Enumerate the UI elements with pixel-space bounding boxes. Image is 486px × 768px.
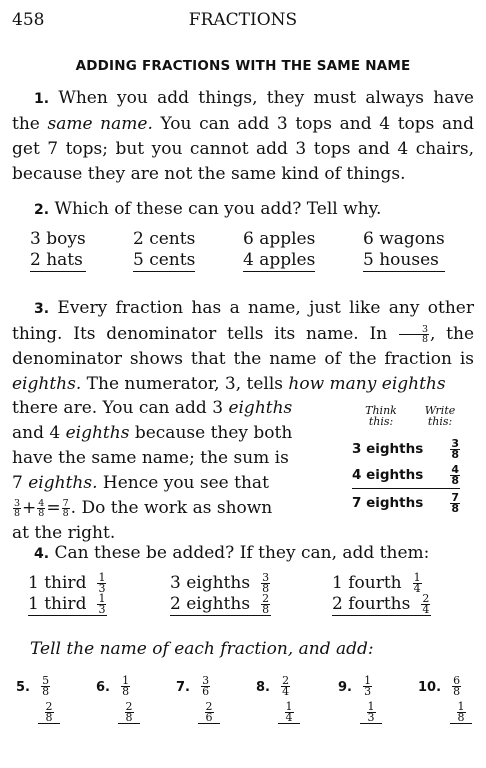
problem-number: 4. <box>34 546 50 562</box>
denominator: 8 <box>451 447 459 461</box>
pair-top: 6 wagons <box>363 229 445 249</box>
fraction <box>363 676 372 697</box>
denominator: 8 <box>453 685 461 698</box>
denominator: 8 <box>451 473 459 487</box>
numerator: 1 <box>364 674 372 687</box>
problem-number: 3. <box>34 301 50 317</box>
numerator: 2 <box>125 700 133 713</box>
problem-number: 1. <box>34 91 50 107</box>
p3-line: because they both <box>134 423 293 443</box>
fraction <box>285 702 294 723</box>
p3-line: at the right. <box>12 523 116 543</box>
think-row <box>352 462 460 489</box>
fraction <box>281 676 290 697</box>
exercise-number: 8. <box>256 680 270 695</box>
paragraph-3-body: there are. You can add 3 eighths and 4 eighths because they both have the same name; the sum is 7 eighths. Hence you see that $\frac{3}{8}$ + $\frac{4}{8}$ = $\frac{7}{8}$ . Do the work as shown at the right. <box>12 396 317 546</box>
p1-text-a: When you add things, they must always have the <box>12 88 474 134</box>
fraction <box>45 702 54 723</box>
denominator: 8 <box>125 711 133 724</box>
pair-top: 3 boys <box>30 229 86 249</box>
fraction <box>421 594 430 615</box>
fraction <box>261 594 270 615</box>
fraction <box>457 702 466 723</box>
fraction <box>450 436 460 461</box>
numerator: 2 <box>262 592 270 605</box>
paragraph-4 <box>12 541 474 567</box>
row-label: 7 eighths <box>352 495 424 511</box>
numerator: 3 <box>202 674 210 687</box>
denominator: 4 <box>422 603 430 616</box>
row-label: 4 eighths <box>352 467 424 483</box>
exercise-number: 6. <box>96 680 110 695</box>
denominator: 3 <box>364 685 372 698</box>
fraction <box>413 573 422 594</box>
p3-emphasis: eighths. <box>28 473 98 493</box>
fraction-pair-2 <box>170 573 271 616</box>
denominator: 8 <box>62 508 69 519</box>
pair-bottom: 5 cents <box>133 250 196 270</box>
numerator: 4 <box>451 462 459 476</box>
denominator: 4 <box>282 685 290 698</box>
fraction <box>399 325 429 344</box>
exercise-10 <box>418 674 465 724</box>
fraction <box>13 499 21 518</box>
fraction <box>37 499 45 518</box>
exercise-8 <box>256 674 293 724</box>
pair-top: 6 apples <box>243 229 316 249</box>
row-label: 3 eighths <box>352 441 424 457</box>
pair-top: 3 eighths <box>170 573 251 593</box>
paragraph-3-intro <box>12 296 474 397</box>
numerator: 5 <box>42 674 50 687</box>
fraction <box>97 594 106 615</box>
denominator: 4 <box>413 582 421 595</box>
exercise-9 <box>338 674 375 724</box>
denominator: 8 <box>38 508 45 519</box>
exercise-6 <box>96 674 133 724</box>
pair-top: 1 third <box>28 573 87 593</box>
denominator: 8 <box>451 501 459 515</box>
pair-top: 1 fourth <box>332 573 402 593</box>
pair-top: 2 cents <box>133 229 196 249</box>
think-row <box>352 436 460 462</box>
numerator: 3 <box>451 436 459 450</box>
p3-line: 7 <box>12 473 23 493</box>
think-label: Think this: <box>365 404 397 428</box>
numerator: 1 <box>122 674 130 687</box>
p3-line: Hence you see that <box>102 473 269 493</box>
pair-bottom: 4 apples <box>243 250 316 270</box>
denominator: 3 <box>367 711 375 724</box>
denominator: 8 <box>14 508 21 519</box>
numerator: 1 <box>367 700 375 713</box>
problem-number: 2. <box>34 202 50 218</box>
numerator: 1 <box>98 592 106 605</box>
p3-emphasis: eighths <box>65 423 130 443</box>
fraction <box>121 676 130 697</box>
fraction <box>97 573 106 594</box>
numerator: 7 <box>62 498 69 509</box>
p3-line: thing. Its denominator tells its name. In <box>12 324 388 344</box>
exercise-number: 9. <box>338 680 352 695</box>
p3-line: there are. You can add 3 <box>12 398 224 418</box>
fraction-pair-3 <box>332 573 431 616</box>
p3-emphasis: eighths. <box>12 374 82 394</box>
exercise-5 <box>16 674 53 724</box>
p3-emphasis: eighths <box>228 398 293 418</box>
fraction <box>41 676 50 697</box>
numerator: 2 <box>205 700 213 713</box>
numerator: 4 <box>38 498 45 509</box>
exercise-7 <box>176 674 213 724</box>
write-label: Write this: <box>424 404 456 428</box>
numerator: 3 <box>14 498 21 509</box>
exercise-row <box>16 676 476 736</box>
denominator: 8 <box>457 711 465 724</box>
denominator: 8 <box>421 334 428 345</box>
numerator: 1 <box>457 700 465 713</box>
paragraph-1 <box>12 86 474 187</box>
numerator: 2 <box>282 674 290 687</box>
fraction <box>367 702 376 723</box>
p2-text: Which of these can you add? Tell why. <box>54 199 382 219</box>
numerator: 3 <box>399 325 429 335</box>
pair-bottom: 2 hats <box>30 250 86 272</box>
exercise-number: 10. <box>418 680 442 695</box>
denominator: 4 <box>285 711 293 724</box>
exercise-number: 5. <box>16 680 30 695</box>
pair-bottom: 5 houses <box>363 250 445 272</box>
fraction <box>450 490 460 515</box>
instruction: Tell the name of each fraction, and add: <box>30 639 374 659</box>
exercise-number: 7. <box>176 680 190 695</box>
word-pair-2 <box>133 229 195 272</box>
numerator: 1 <box>285 700 293 713</box>
p3-line: have the same name; the sum is <box>12 448 289 468</box>
p3-line: Do the work as shown <box>81 498 273 518</box>
fraction <box>452 676 461 697</box>
denominator: 6 <box>202 685 210 698</box>
numerator: 2 <box>45 700 53 713</box>
fraction <box>62 499 70 518</box>
numerator: 3 <box>262 571 270 584</box>
denominator: 3 <box>98 582 106 595</box>
p1-text-b: You can add 3 tops and 4 tops and get 7 tops; but you cannot add 3 tops and 4 chairs, because they are not the same kind of things. <box>12 114 475 184</box>
running-title: FRACTIONS <box>188 10 298 30</box>
numerator: 1 <box>413 571 421 584</box>
p1-emphasis: same name. <box>47 114 153 134</box>
fraction <box>125 702 134 723</box>
denominator: 8 <box>262 582 270 595</box>
word-pair-3 <box>243 229 315 272</box>
denominator: 8 <box>122 685 130 698</box>
denominator: 8 <box>262 603 270 616</box>
p4-text: Can these be added? If they can, add them: <box>54 543 430 563</box>
fraction <box>450 462 460 487</box>
p3-line: and 4 <box>12 423 61 443</box>
word-pair-4 <box>363 229 445 272</box>
pair-bottom: 2 eighths <box>170 594 251 614</box>
fraction <box>261 573 270 594</box>
numerator: 2 <box>422 592 430 605</box>
section-title: ADDING FRACTIONS WITH THE SAME NAME <box>75 58 411 74</box>
paragraph-2 <box>12 197 474 223</box>
denominator: 6 <box>205 711 213 724</box>
fraction <box>205 702 214 723</box>
fraction-pair-1 <box>28 573 107 616</box>
denominator: 8 <box>45 711 53 724</box>
think-row <box>352 489 460 517</box>
pair-bottom: 2 fourths <box>332 594 411 614</box>
denominator: 8 <box>42 685 50 698</box>
word-pair-1 <box>30 229 86 272</box>
page-number: 458 <box>12 10 45 30</box>
denominator: 3 <box>98 603 106 616</box>
pair-bottom: 1 third <box>28 594 87 614</box>
fraction <box>201 676 210 697</box>
numerator: 1 <box>98 571 106 584</box>
p3-line: The numerator, 3, tells <box>86 374 283 394</box>
p3-line: , the <box>429 324 475 344</box>
p3-emphasis: how many eighths <box>288 374 446 394</box>
numerator: 7 <box>451 490 459 504</box>
think-write-table <box>352 436 460 517</box>
p3-line: denominator shows that the name of the fraction is <box>12 349 474 369</box>
numerator: 6 <box>453 674 461 687</box>
p3-line: Every fraction has a name, just like any other <box>57 298 474 318</box>
